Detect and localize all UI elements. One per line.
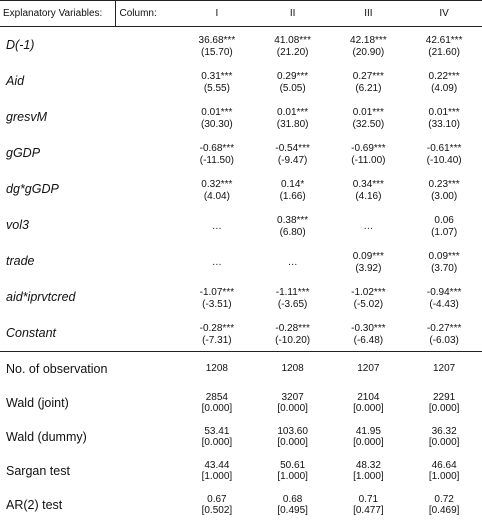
cell-col-1: [179, 63, 255, 99]
cell-col-4: [406, 488, 482, 522]
cell-value: 0.23***: [428, 179, 460, 190]
cell-value: 3207: [281, 391, 304, 403]
cell-secondary: (30.30): [201, 118, 233, 130]
cell-secondary: [0.469]: [428, 505, 460, 516]
row-label: Wald (joint): [6, 396, 69, 410]
cell-value: 53.41: [204, 425, 230, 437]
cell-col-4: [406, 171, 482, 207]
cell-value: 0.29***: [277, 71, 309, 82]
cell-secondary: (3.00): [431, 190, 458, 202]
cell-col-4: [406, 207, 482, 243]
cell-value: 0.72: [434, 493, 454, 505]
cell-secondary: (-11.00): [351, 154, 386, 166]
cell-value: …: [211, 220, 222, 232]
statistic-row: [0, 454, 482, 488]
cell-value: 0.01***: [277, 107, 309, 118]
cell-value: 36.32: [431, 425, 457, 437]
cell-value: 0.31***: [201, 71, 233, 82]
cell-col-2: [255, 386, 331, 420]
cell-secondary: (4.04): [203, 190, 230, 202]
cell-secondary: [0.000]: [353, 437, 384, 448]
cell-value: 0.09***: [428, 251, 460, 262]
cell-col-4: [406, 315, 482, 352]
cell-col-2: [255, 99, 331, 135]
cell-value: -0.68***: [199, 143, 235, 154]
row-label: gGDP: [6, 146, 41, 160]
cell-value: 0.68: [282, 493, 303, 505]
statistic-row: [0, 420, 482, 454]
row-label: vol3: [6, 218, 29, 232]
cell-col-2: [255, 63, 331, 99]
cell-col-3: [331, 352, 407, 386]
cell-secondary: (-3.65): [277, 298, 308, 310]
cell-col-4: [406, 279, 482, 315]
cell-col-1: [179, 99, 255, 135]
cell-col-2: [255, 279, 331, 315]
cell-value: 0.27***: [352, 71, 384, 82]
cell-value: 1207: [433, 363, 456, 375]
cell-col-2: [255, 420, 331, 454]
statistic-row: [0, 386, 482, 420]
column-header-1: I: [179, 1, 255, 27]
cell-col-4: [406, 243, 482, 279]
cell-secondary: [0.000]: [428, 437, 460, 448]
cell-secondary: [0.495]: [277, 505, 308, 516]
variable-row: [0, 99, 482, 135]
variable-row: [0, 315, 482, 352]
cell-secondary: [0.502]: [201, 505, 233, 516]
cell-value: 0.22***: [428, 71, 460, 82]
cell-value: -0.94***: [426, 287, 462, 298]
cell-col-3: [331, 386, 407, 420]
cell-col-3: [331, 454, 407, 488]
cell-value: 2291: [433, 391, 456, 403]
cell-value: 46.64: [431, 459, 457, 471]
row-label: Aid: [6, 74, 25, 88]
cell-value: -0.30***: [351, 323, 386, 334]
cell-value: 103.60: [277, 425, 308, 437]
statistic-row: [0, 488, 482, 522]
column-label: Column:: [115, 1, 179, 27]
cell-value: 2854: [205, 391, 228, 403]
cell-col-2: [255, 454, 331, 488]
cell-value: -0.54***: [275, 143, 310, 154]
variable-row: [0, 207, 482, 243]
cell-value: 1207: [357, 363, 380, 375]
cell-secondary: (1.07): [431, 226, 458, 238]
cell-value: -1.02***: [351, 287, 386, 298]
cell-col-1: [179, 207, 255, 243]
cell-col-3: [331, 420, 407, 454]
cell-col-2: [255, 207, 331, 243]
cell-secondary: [1.000]: [277, 471, 308, 482]
cell-col-3: [331, 243, 407, 279]
statistic-row: [0, 352, 482, 386]
cell-secondary: (4.16): [355, 190, 382, 202]
cell-secondary: [0.477]: [353, 505, 384, 516]
cell-value: 0.06: [434, 215, 454, 226]
cell-col-4: [406, 27, 482, 64]
cell-value: …: [287, 256, 298, 268]
cell-value: 41.08***: [274, 35, 311, 46]
cell-secondary: [0.000]: [277, 437, 308, 448]
cell-secondary: [1.000]: [428, 471, 460, 482]
row-label: gresvM: [6, 110, 47, 124]
cell-value: …: [363, 220, 374, 232]
cell-col-2: [255, 315, 331, 352]
cell-secondary: (5.05): [279, 82, 306, 94]
row-label: Constant: [6, 326, 57, 340]
cell-secondary: (21.20): [276, 46, 309, 58]
cell-col-4: [406, 352, 482, 386]
cell-col-4: [406, 63, 482, 99]
variable-row: [0, 171, 482, 207]
cell-col-1: [179, 454, 255, 488]
cell-secondary: (1.66): [279, 190, 306, 202]
cell-col-3: [331, 315, 407, 352]
cell-secondary: (33.10): [428, 118, 460, 130]
variable-row: [0, 243, 482, 279]
cell-value: 43.44: [204, 459, 230, 471]
cell-value: 48.32: [355, 459, 381, 471]
cell-col-1: [179, 386, 255, 420]
cell-col-1: [179, 488, 255, 522]
row-label: AR(2) test: [6, 498, 63, 512]
cell-col-1: [179, 135, 255, 171]
cell-value: 0.09***: [352, 251, 384, 262]
cell-secondary: (6.21): [355, 82, 382, 94]
row-label: dg*gGDP: [6, 182, 59, 196]
cell-col-1: [179, 171, 255, 207]
cell-value: 42.18***: [350, 35, 387, 46]
variable-row: [0, 63, 482, 99]
cell-col-1: [179, 243, 255, 279]
cell-col-3: [331, 27, 407, 64]
column-header-3: III: [331, 1, 407, 27]
cell-value: 0.67: [207, 493, 227, 505]
cell-secondary: [0.000]: [277, 403, 308, 414]
cell-col-1: [179, 315, 255, 352]
cell-secondary: (-3.51): [202, 298, 232, 310]
cell-value: 36.68***: [198, 35, 236, 46]
cell-value: -1.07***: [199, 287, 235, 298]
cell-secondary: (31.80): [276, 118, 309, 130]
cell-col-3: [331, 279, 407, 315]
cell-col-3: [331, 207, 407, 243]
cell-secondary: (21.60): [428, 46, 460, 58]
variable-row: [0, 135, 482, 171]
cell-col-2: [255, 243, 331, 279]
cell-value: 0.34***: [352, 179, 384, 190]
cell-value: 0.32***: [201, 179, 233, 190]
cell-value: 2104: [357, 391, 380, 403]
cell-col-2: [255, 171, 331, 207]
cell-value: 0.71: [358, 493, 379, 505]
cell-secondary: [0.000]: [353, 403, 384, 414]
cell-col-2: [255, 352, 331, 386]
cell-value: …: [211, 256, 222, 268]
cell-col-4: [406, 420, 482, 454]
cell-value: -0.28***: [275, 323, 310, 334]
cell-secondary: [0.000]: [201, 403, 233, 414]
cell-secondary: (-9.47): [277, 154, 308, 166]
cell-secondary: [1.000]: [201, 471, 233, 482]
cell-col-3: [331, 99, 407, 135]
cell-col-1: [179, 420, 255, 454]
cell-secondary: [1.000]: [353, 471, 384, 482]
cell-col-2: [255, 135, 331, 171]
cell-col-3: [331, 488, 407, 522]
cell-col-4: [406, 135, 482, 171]
cell-secondary: (20.90): [352, 46, 385, 58]
cell-value: -0.28***: [199, 323, 235, 334]
cell-col-2: [255, 488, 331, 522]
cell-col-4: [406, 454, 482, 488]
cell-secondary: (-10.40): [426, 154, 462, 166]
cell-secondary: (32.50): [352, 118, 385, 130]
cell-value: 0.01***: [201, 107, 233, 118]
cell-secondary: (-7.31): [202, 334, 232, 346]
row-label: aid*iprvtcred: [6, 290, 76, 304]
cell-value: 41.95: [355, 425, 381, 437]
row-label: Sargan test: [6, 464, 70, 478]
cell-value: 0.14*: [280, 179, 305, 190]
row-label: D(-1): [6, 38, 35, 52]
row-label: Wald (dummy): [6, 430, 87, 444]
column-header-4: IV: [406, 1, 482, 27]
cell-value: -0.61***: [426, 143, 462, 154]
explanatory-variables-header: Explanatory Variables:: [0, 1, 115, 27]
cell-secondary: (15.70): [201, 46, 233, 58]
cell-secondary: (-6.03): [429, 334, 459, 346]
cell-value: -1.11***: [275, 287, 310, 298]
cell-value: 0.01***: [428, 107, 460, 118]
column-header-2: II: [255, 1, 331, 27]
cell-col-1: [179, 352, 255, 386]
cell-value: 0.01***: [352, 107, 384, 118]
cell-secondary: [0.000]: [201, 437, 233, 448]
cell-secondary: (3.92): [355, 262, 382, 274]
cell-value: 0.38***: [277, 215, 309, 226]
header-row: [0, 1, 482, 27]
cell-value: -0.27***: [426, 323, 462, 334]
cell-col-1: [179, 279, 255, 315]
cell-secondary: (-6.48): [353, 334, 384, 346]
cell-col-3: [331, 135, 407, 171]
cell-secondary: (-4.43): [429, 298, 459, 310]
cell-secondary: (4.09): [431, 82, 458, 94]
cell-col-4: [406, 99, 482, 135]
cell-value: 1208: [205, 363, 228, 375]
row-label: No. of observation: [6, 362, 108, 376]
cell-col-3: [331, 171, 407, 207]
cell-col-4: [406, 386, 482, 420]
cell-col-1: [179, 27, 255, 64]
row-label: trade: [6, 254, 35, 268]
cell-secondary: (-5.02): [353, 298, 384, 310]
cell-secondary: (-11.50): [199, 154, 235, 166]
cell-value: -0.69***: [351, 143, 386, 154]
cell-secondary: (3.70): [431, 262, 458, 274]
cell-secondary: (5.55): [203, 82, 230, 94]
cell-secondary: [0.000]: [428, 403, 460, 414]
cell-value: 50.61: [280, 459, 306, 471]
variable-row: [0, 279, 482, 315]
cell-secondary: (-10.20): [275, 334, 311, 346]
cell-col-3: [331, 63, 407, 99]
cell-col-2: [255, 27, 331, 64]
variable-row: [0, 27, 482, 64]
cell-secondary: (6.80): [279, 226, 306, 238]
cell-value: 42.61***: [425, 35, 463, 46]
cell-value: 1208: [281, 363, 304, 375]
